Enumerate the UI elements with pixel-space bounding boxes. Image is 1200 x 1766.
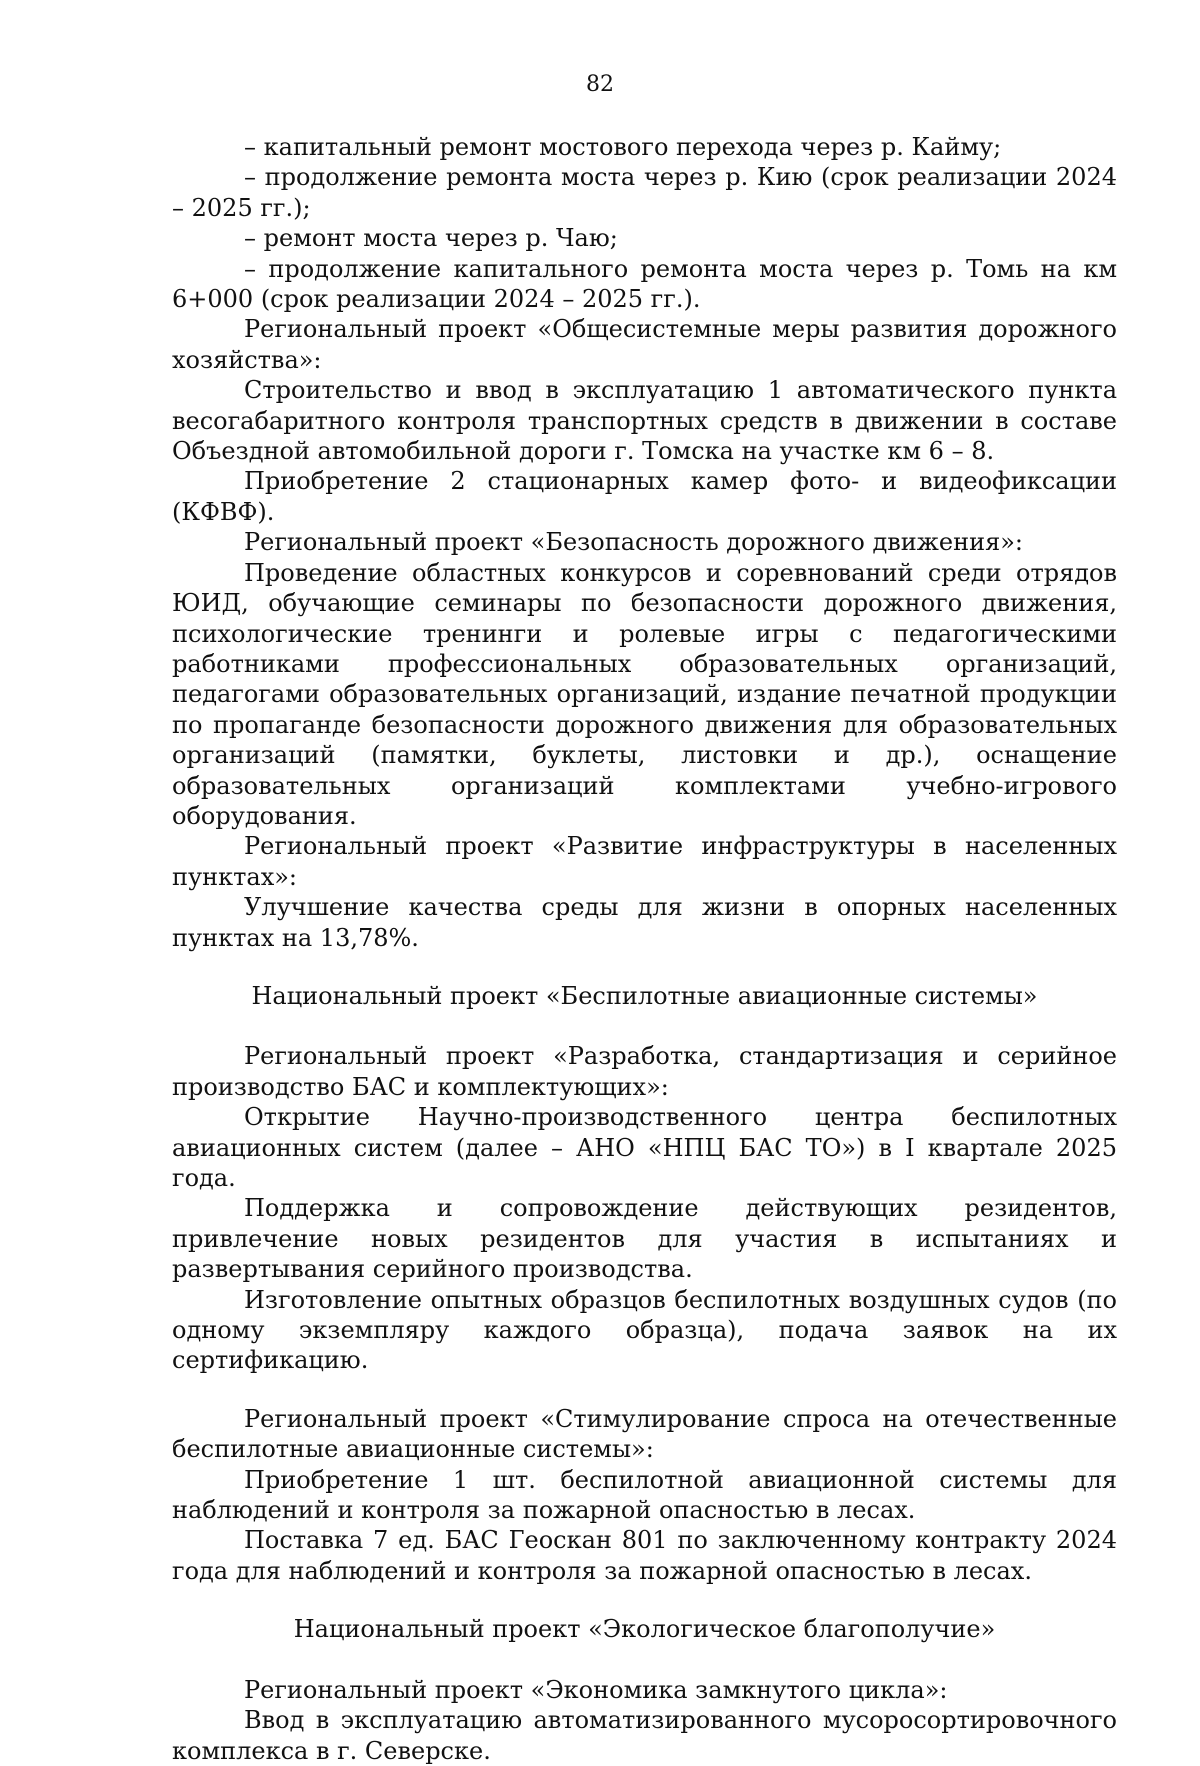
paragraph: Региональный проект «Общесистемные меры развития дорожного хозяйства»: bbox=[172, 315, 1117, 374]
paragraph: Поддержка и сопровождение действующих резидентов, привлечение новых резидентов для участия в испытаниях и развертывания серийного производства. bbox=[172, 1194, 1117, 1284]
section-heading-eco: Национальный проект «Экологическое благополучие» bbox=[293, 1615, 996, 1644]
document-body bbox=[172, 132, 1117, 1766]
paragraph: Ввод в эксплуатацию автоматизированного мусоросортировочного комплекса в г. Северске. bbox=[172, 1706, 1117, 1765]
paragraph: Региональный проект «Экономика замкнутого цикла»: bbox=[244, 1675, 948, 1704]
paragraph: Региональный проект «Развитие инфраструктуры в населенных пунктах»: bbox=[172, 832, 1117, 891]
page-number: 82 bbox=[586, 72, 614, 97]
spacer bbox=[172, 1376, 1117, 1404]
paragraph: Строительство и ввод в эксплуатацию 1 автоматического пункта весогабаритного контроля транспортных средств в движении в составе Объездной автомобильной дороги г. Томска на участке км 6 – 8. bbox=[172, 376, 1117, 466]
section-heading-bas: Национальный проект «Беспилотные авиационные системы» bbox=[251, 981, 1038, 1010]
paragraph: Проведение областных конкурсов и соревнований среди отрядов ЮИД, обучающие семинары по безопасности дорожного движения, психологические тренинги и ролевые игры с педагогическими работниками профессиональных образовательных организаций, педагогами образовательных организаций, издание печатной продукции по пропаганде безопасности дорожного движения для образовательных организаций (памятки, буклеты, листовки и др.), оснащение образовательных организаций комплектами учебно-игрового оборудования. bbox=[172, 558, 1117, 830]
paragraph: – продолжение ремонта моста через р. Кию (срок реализации 2024 – 2025 гг.); bbox=[172, 163, 1117, 222]
paragraph: Открытие Научно-производственного центра беспилотных авиационных систем (далее – АНО «НПЦ БАС ТО») в I квартале 2025 года. bbox=[172, 1103, 1117, 1192]
paragraph: Региональный проект «Безопасность дорожного движения»: bbox=[244, 528, 1023, 557]
paragraph: – капитальный ремонт мостового перехода через р. Кайму; bbox=[244, 133, 1002, 161]
paragraph: – продолжение капитального ремонта моста через р. Томь на км 6+000 (срок реализации 2024 – 2025 гг.). bbox=[172, 254, 1117, 314]
paragraph: Приобретение 2 стационарных камер фото- и видеофиксации (КФВФ). bbox=[172, 467, 1117, 526]
paragraph: Региональный проект «Стимулирование спроса на отечественные беспилотные авиационные системы»: bbox=[172, 1404, 1117, 1464]
paragraph: Приобретение 1 шт. беспилотной авиационной системы для наблюдений и контроля за пожарной опасностью в лесах. bbox=[172, 1465, 1117, 1525]
paragraph: Поставка 7 ед. БАС Геоскан 801 по заключенному контракту 2024 года для наблюдений и контроля за пожарной опасностью в лесах. bbox=[172, 1526, 1117, 1585]
paragraph: – ремонт моста через р. Чаю; bbox=[244, 224, 618, 253]
paragraph: Изготовление опытных образцов беспилотных воздушных судов (по одному экземпляру каждого образца), подача заявок на их сертификацию. bbox=[172, 1285, 1117, 1375]
paragraph: Региональный проект «Разработка, стандартизация и серийное производство БАС и комплектующих»: bbox=[172, 1042, 1117, 1101]
paragraph: Улучшение качества среды для жизни в опорных населенных пунктах на 13,78%. bbox=[172, 893, 1117, 952]
